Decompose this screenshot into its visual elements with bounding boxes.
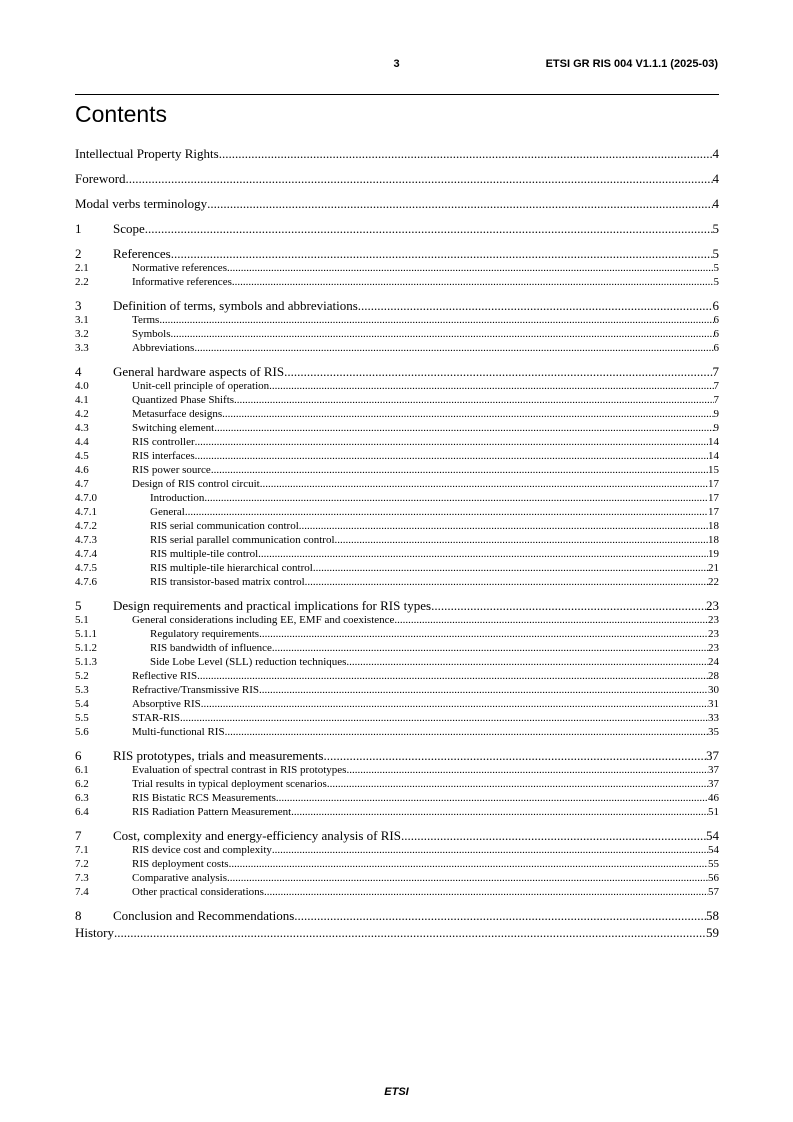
- toc-entry-page: 57: [708, 886, 719, 898]
- toc-entry[interactable]: [75, 711, 719, 725]
- toc-leader-dots: [284, 364, 712, 379]
- toc-entry[interactable]: [75, 763, 719, 777]
- toc-entry-title: General considerations including EE, EMF and coexistence: [132, 614, 395, 626]
- table-of-contents: [75, 146, 719, 940]
- toc-entry-title: Absorptive RIS: [132, 698, 201, 710]
- toc-entry[interactable]: [75, 379, 719, 393]
- toc-entry-page: 59: [706, 925, 719, 940]
- toc-entry-page: 24: [708, 656, 719, 668]
- toc-entry-number: 3.1: [75, 314, 89, 326]
- toc-entry-title: Informative references: [132, 276, 232, 288]
- page-title: Contents: [75, 101, 168, 127]
- toc-leader-dots: [227, 261, 714, 275]
- toc-entry[interactable]: [75, 421, 719, 435]
- toc-entry[interactable]: [75, 171, 719, 186]
- toc-entry[interactable]: [75, 407, 719, 421]
- toc-leader-dots: [269, 379, 713, 393]
- toc-entry-title: Side Lobe Level (SLL) reduction techniques: [150, 656, 347, 668]
- toc-entry-title: Quantized Phase Shifts: [132, 394, 235, 406]
- toc-entry-number: 4.0: [75, 380, 89, 392]
- toc-entry[interactable]: [75, 435, 719, 449]
- toc-entry[interactable]: [75, 533, 719, 547]
- toc-entry[interactable]: [75, 828, 719, 843]
- toc-entry-page: 35: [708, 726, 719, 738]
- toc-entry-number: 1: [75, 221, 82, 236]
- toc-entry-title: Unit-cell principle of operation: [132, 380, 270, 392]
- toc-leader-dots: [276, 791, 708, 805]
- toc-entry-title: RIS serial communication control: [150, 520, 299, 532]
- toc-leader-dots: [185, 505, 708, 519]
- toc-leader-dots: [358, 298, 713, 313]
- toc-entry-title: Comparative analysis: [132, 872, 228, 884]
- toc-entry-number: 4.3: [75, 422, 89, 434]
- toc-leader-dots: [227, 871, 708, 885]
- toc-leader-dots: [194, 341, 713, 355]
- toc-leader-dots: [305, 575, 708, 589]
- toc-entry-title: Terms: [132, 314, 160, 326]
- toc-entry-number: 5.6: [75, 726, 89, 738]
- toc-entry-page: 5: [713, 276, 719, 288]
- toc-leader-dots: [171, 327, 714, 341]
- toc-entry[interactable]: [75, 791, 719, 805]
- toc-entry-page: 5: [712, 246, 719, 261]
- toc-entry-page: 21: [708, 562, 719, 574]
- toc-leader-dots: [114, 925, 706, 940]
- toc-entry-number: 4.6: [75, 464, 89, 476]
- toc-leader-dots: [431, 598, 706, 613]
- toc-entry-title: RIS multiple-tile control: [150, 548, 259, 560]
- toc-entry[interactable]: [75, 246, 719, 261]
- footer-org: ETSI: [384, 1086, 409, 1098]
- toc-entry[interactable]: [75, 655, 719, 669]
- toc-entry-page: 23: [708, 642, 719, 654]
- toc-entry-page: 5: [713, 262, 719, 274]
- toc-entry[interactable]: [75, 341, 719, 355]
- toc-entry[interactable]: [75, 683, 719, 697]
- toc-entry-title: RIS interfaces: [132, 450, 195, 462]
- toc-entry-page: 33: [708, 712, 719, 724]
- toc-leader-dots: [126, 171, 713, 186]
- toc-entry-title: Other practical considerations: [132, 886, 264, 898]
- toc-entry-number: 4.7.3: [75, 534, 97, 546]
- toc-entry-number: 3.2: [75, 328, 89, 340]
- toc-leader-dots: [259, 627, 708, 641]
- toc-entry[interactable]: [75, 669, 719, 683]
- toc-entry-number: 4.7.0: [75, 492, 97, 504]
- toc-leader-dots: [180, 711, 708, 725]
- toc-leader-dots: [260, 477, 708, 491]
- toc-entry-number: 4.2: [75, 408, 89, 420]
- toc-entry[interactable]: [75, 275, 719, 289]
- toc-leader-dots: [324, 748, 707, 763]
- toc-leader-dots: [195, 449, 708, 463]
- toc-leader-dots: [204, 491, 708, 505]
- toc-entry-page: 58: [706, 908, 719, 923]
- toc-entry-number: 2: [75, 246, 82, 261]
- toc-leader-dots: [214, 421, 713, 435]
- toc-leader-dots: [291, 805, 708, 819]
- toc-entry[interactable]: [75, 908, 719, 923]
- toc-entry-page: 17: [708, 478, 719, 490]
- toc-entry-title: Modal verbs terminology: [75, 196, 208, 211]
- toc-entry-number: 5.1: [75, 614, 89, 626]
- toc-entry-number: 6.1: [75, 764, 89, 776]
- toc-entry-page: 23: [708, 628, 719, 640]
- toc-leader-dots: [327, 777, 708, 791]
- toc-entry[interactable]: [75, 491, 719, 505]
- toc-entry[interactable]: [75, 393, 719, 407]
- toc-entry[interactable]: [75, 627, 719, 641]
- toc-entry[interactable]: [75, 598, 719, 613]
- toc-entry-page: 56: [708, 872, 719, 884]
- toc-entry-title: RIS power source: [132, 464, 211, 476]
- toc-entry-title: Cost, complexity and energy-efficiency analysis of RIS: [113, 828, 401, 843]
- toc-entry-title: Switching element: [132, 422, 215, 434]
- toc-entry-page: 37: [706, 748, 719, 763]
- toc-entry-page: 15: [708, 464, 719, 476]
- toc-entry-page: 37: [708, 764, 719, 776]
- toc-entry[interactable]: [75, 221, 719, 236]
- toc-entry-number: 6.3: [75, 792, 89, 804]
- toc-leader-dots: [219, 146, 713, 161]
- toc-leader-dots: [197, 669, 708, 683]
- toc-entry[interactable]: [75, 547, 719, 561]
- toc-entry-title: Multi-functional RIS: [132, 726, 225, 738]
- toc-entry[interactable]: [75, 327, 719, 341]
- toc-entry[interactable]: [75, 519, 719, 533]
- toc-entry-page: 4: [712, 196, 719, 211]
- toc-leader-dots: [299, 519, 708, 533]
- toc-entry-page: 23: [706, 598, 719, 613]
- toc-entry-page: 7: [713, 380, 719, 392]
- toc-entry[interactable]: [75, 777, 719, 791]
- toc-entry-number: 4.7.1: [75, 506, 97, 518]
- toc-entry[interactable]: [75, 697, 719, 711]
- toc-entry-page: 51: [708, 806, 719, 818]
- toc-entry-page: 9: [713, 422, 719, 434]
- toc-leader-dots: [159, 313, 713, 327]
- toc-entry-number: 3.3: [75, 342, 89, 354]
- toc-entry-page: 54: [708, 844, 719, 856]
- toc-entry-title: Reflective RIS: [132, 670, 198, 682]
- toc-entry-title: Definition of terms, symbols and abbreviations: [113, 298, 358, 313]
- toc-leader-dots: [211, 463, 708, 477]
- toc-entry-number: 5.3: [75, 684, 89, 696]
- toc-entry[interactable]: [75, 463, 719, 477]
- toc-entry-number: 4.5: [75, 450, 89, 462]
- toc-entry-number: 4.7: [75, 478, 89, 490]
- toc-entry-number: 4.4: [75, 436, 89, 448]
- toc-entry[interactable]: [75, 364, 719, 379]
- toc-entry[interactable]: [75, 805, 719, 819]
- toc-entry-number: 8: [75, 908, 82, 923]
- toc-entry-title: RIS prototypes, trials and measurements: [113, 748, 324, 763]
- toc-entry-page: 19: [708, 548, 719, 560]
- toc-leader-dots: [259, 683, 708, 697]
- toc-entry[interactable]: [75, 613, 719, 627]
- toc-entry-page: 4: [712, 146, 719, 161]
- toc-entry-page: 37: [708, 778, 719, 790]
- toc-entry-number: 7.2: [75, 858, 89, 870]
- toc-entry[interactable]: [75, 261, 719, 275]
- toc-entry-number: 6: [75, 748, 82, 763]
- toc-entry[interactable]: [75, 196, 719, 211]
- toc-entry-title: General: [150, 506, 185, 518]
- toc-entry-page: 5: [712, 221, 719, 236]
- toc-entry-number: 6.2: [75, 778, 89, 790]
- toc-entry-page: 28: [708, 670, 719, 682]
- toc-leader-dots: [171, 246, 713, 261]
- toc-leader-dots: [272, 843, 708, 857]
- toc-entry-title: Scope: [113, 221, 145, 236]
- toc-entry[interactable]: [75, 871, 719, 885]
- toc-entry-page: 18: [708, 520, 719, 532]
- toc-entry-page: 6: [713, 314, 719, 326]
- toc-leader-dots: [264, 885, 708, 899]
- toc-entry-number: 7.3: [75, 872, 89, 884]
- toc-entry-title: RIS Bistatic RCS Measurements: [132, 792, 276, 804]
- toc-entry[interactable]: [75, 575, 719, 589]
- toc-entry-number: 4.7.4: [75, 548, 97, 560]
- toc-entry[interactable]: [75, 748, 719, 763]
- toc-entry-title: Introduction: [150, 492, 205, 504]
- toc-entry-title: RIS bandwidth of influence: [150, 642, 272, 654]
- toc-leader-dots: [201, 697, 708, 711]
- toc-entry-page: 14: [708, 436, 719, 448]
- toc-entry-title: General hardware aspects of RIS: [113, 364, 285, 379]
- toc-entry-page: 6: [713, 328, 719, 340]
- toc-entry-title: Abbreviations: [132, 342, 195, 354]
- toc-entry-title: History: [75, 925, 114, 940]
- toc-entry-number: 5.4: [75, 698, 89, 710]
- toc-entry-title: RIS transistor-based matrix control: [150, 576, 305, 588]
- toc-entry[interactable]: [75, 477, 719, 491]
- toc-entry-page: 54: [706, 828, 719, 843]
- toc-entry-title: RIS controller: [132, 436, 195, 448]
- toc-entry-number: 4.1: [75, 394, 89, 406]
- toc-entry-page: 55: [708, 858, 719, 870]
- toc-entry-page: 6: [712, 298, 719, 313]
- toc-leader-dots: [272, 641, 708, 655]
- toc-entry-number: 4: [75, 364, 82, 379]
- toc-entry-number: 3: [75, 298, 82, 313]
- toc-entry[interactable]: [75, 857, 719, 871]
- toc-entry[interactable]: [75, 561, 719, 575]
- toc-entry-title: Trial results in typical deployment scenarios: [132, 778, 327, 790]
- toc-leader-dots: [313, 561, 708, 575]
- toc-entry-title: Regulatory requirements: [150, 628, 260, 640]
- toc-entry-page: 7: [713, 394, 719, 406]
- toc-entry-title: Conclusion and Recommendations: [113, 908, 295, 923]
- toc-entry-number: 2.1: [75, 262, 89, 274]
- toc-entry-title: STAR-RIS: [132, 712, 181, 724]
- toc-entry[interactable]: [75, 146, 719, 161]
- toc-entry-page: 31: [708, 698, 719, 710]
- toc-entry-page: 22: [708, 576, 719, 588]
- toc-entry-title: RIS multiple-tile hierarchical control: [150, 562, 313, 574]
- toc-entry-title: RIS serial parallel communication control: [150, 534, 335, 546]
- toc-entry-title: Refractive/Transmissive RIS: [132, 684, 259, 696]
- toc-leader-dots: [234, 393, 713, 407]
- toc-entry-number: 4.7.5: [75, 562, 97, 574]
- toc-entry-page: 17: [708, 492, 719, 504]
- toc-entry[interactable]: [75, 925, 719, 940]
- toc-entry-page: 4: [712, 171, 719, 186]
- toc-entry-page: 7: [712, 364, 719, 379]
- toc-entry-title: Evaluation of spectral contrast in RIS prototypes: [132, 764, 347, 776]
- toc-entry-number: 5.1.1: [75, 628, 97, 640]
- toc-entry-title: RIS device cost and complexity: [132, 844, 272, 856]
- toc-entry-number: 7: [75, 828, 82, 843]
- toc-entry-page: 30: [708, 684, 719, 696]
- toc-entry[interactable]: [75, 885, 719, 899]
- page-number: 3: [393, 58, 400, 70]
- toc-entry-number: 7.1: [75, 844, 89, 856]
- toc-leader-dots: [346, 655, 708, 669]
- toc-entry-page: 46: [708, 792, 719, 804]
- toc-leader-dots: [294, 908, 706, 923]
- toc-leader-dots: [401, 828, 706, 843]
- toc-entry[interactable]: [75, 449, 719, 463]
- toc-entry-page: 14: [708, 450, 719, 462]
- document-id: ETSI GR RIS 004 V1.1.1 (2025-03): [545, 58, 718, 70]
- toc-entry-number: 5.2: [75, 670, 89, 682]
- toc-entry[interactable]: [75, 843, 719, 857]
- toc-entry[interactable]: [75, 505, 719, 519]
- toc-leader-dots: [225, 725, 708, 739]
- toc-entry-title: RIS Radiation Pattern Measurement: [132, 806, 292, 818]
- toc-entry-number: 4.7.6: [75, 576, 97, 588]
- toc-leader-dots: [394, 613, 708, 627]
- toc-leader-dots: [195, 435, 708, 449]
- toc-entry-page: 6: [713, 342, 719, 354]
- toc-entry-page: 17: [708, 506, 719, 518]
- toc-entry-number: 2.2: [75, 276, 89, 288]
- toc-entry-number: 4.7.2: [75, 520, 97, 532]
- toc-entry-title: Normative references: [132, 262, 227, 274]
- toc-entry-number: 5.5: [75, 712, 89, 724]
- toc-entry-number: 5: [75, 598, 82, 613]
- toc-leader-dots: [207, 196, 712, 211]
- toc-entry-page: 9: [713, 408, 719, 420]
- toc-entry-title: Symbols: [132, 328, 171, 340]
- toc-entry[interactable]: [75, 641, 719, 655]
- toc-leader-dots: [222, 407, 713, 421]
- toc-leader-dots: [232, 275, 714, 289]
- toc-leader-dots: [346, 763, 708, 777]
- toc-leader-dots: [145, 221, 713, 236]
- toc-entry-page: 18: [708, 534, 719, 546]
- toc-entry-title: Foreword: [75, 171, 126, 186]
- toc-leader-dots: [335, 533, 708, 547]
- toc-leader-dots: [229, 857, 708, 871]
- toc-entry-title: Intellectual Property Rights: [75, 146, 219, 161]
- toc-entry-page: 23: [708, 614, 719, 626]
- toc-entry-number: 7.4: [75, 886, 89, 898]
- toc-entry-title: References: [113, 246, 171, 261]
- header-rule: [75, 94, 719, 95]
- toc-entry[interactable]: [75, 725, 719, 739]
- toc-entry-title: Design requirements and practical implications for RIS types: [113, 598, 432, 613]
- toc-entry-title: Metasurface designs: [132, 408, 223, 420]
- toc-entry[interactable]: [75, 313, 719, 327]
- toc-entry-number: 5.1.2: [75, 642, 97, 654]
- toc-entry[interactable]: [75, 298, 719, 313]
- toc-entry-number: 6.4: [75, 806, 89, 818]
- toc-entry-title: RIS deployment costs: [132, 858, 229, 870]
- toc-entry-number: 5.1.3: [75, 656, 97, 668]
- toc-entry-title: Design of RIS control circuit: [132, 478, 260, 490]
- toc-leader-dots: [258, 547, 708, 561]
